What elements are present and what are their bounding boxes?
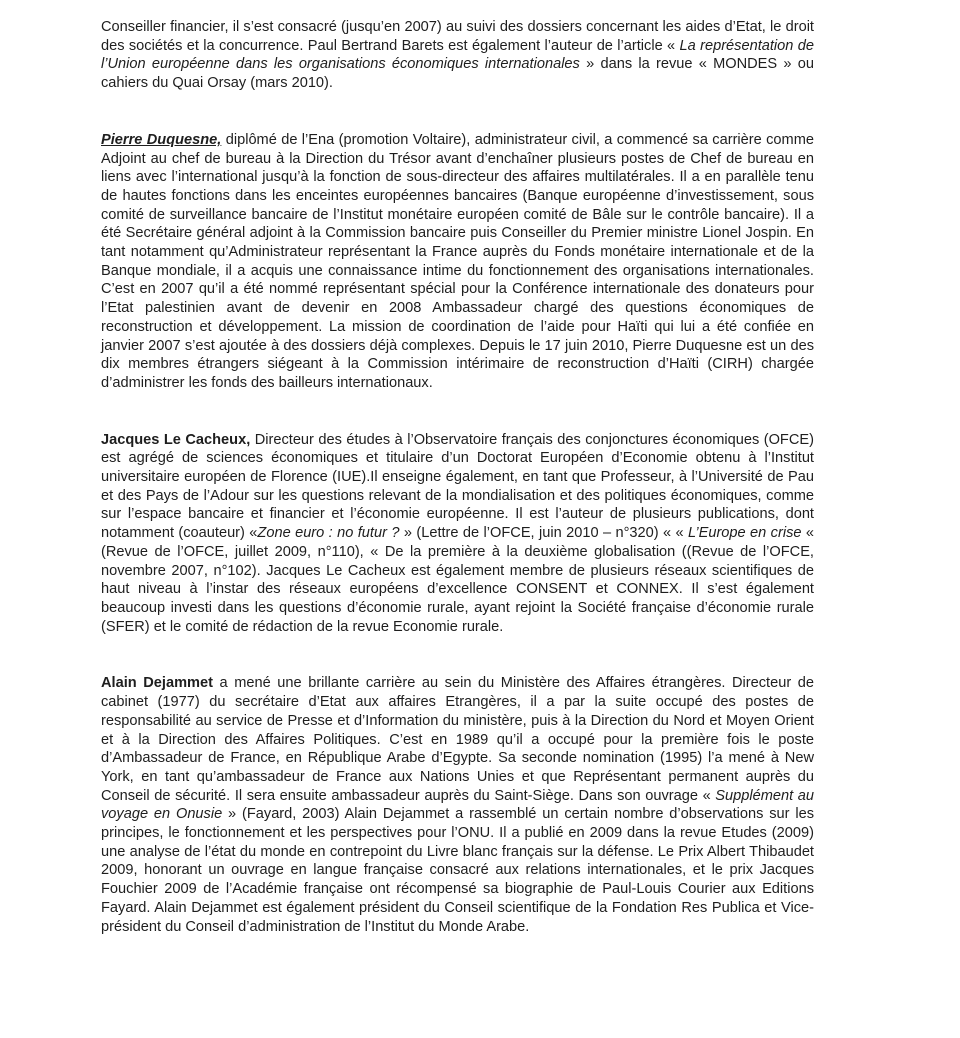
paragraph-text: diplômé de l’Ena (promotion Voltaire), administrateur civil, a commencé sa carrière comme Adjoint au chef de bureau à la Direction du Trésor avant d’enchaîner plusieurs postes de Chef de bureau en liens avec l’international jusqu’à la fonction de sous-directeur des affaires multilatérales. Il a en parallèle tenu de hautes fonctions dans les enceintes européennes bancaires (Banque européenne d’investissement, sous comité de surveillance bancaire de l’Institut monétaire européen comité de Bâle sur le contrôle bancaire). Il a été Secrétaire général adjoint à la Commission bancaire puis Conseiller du Premier ministre Lionel Jospin. En tant notamment qu’Administrateur représentant la France auprès du Fonds monétaire internationale et de la Banque mondiale, il a acquis une connaissance intime du fonctionnement des organisations internationales. C’est en 2007 qu’il a été nommé représentant spécial pour la Conférence internationale des donateurs pour l’Etat palestinien avant de devenir en 2008 Ambassadeur chargé des questions économiques de reconstruction et développement. La mission de coordination de l’aide pour Haïti qui lui a été confiée en janvier 2007 s’est ajoutée à des dossiers déjà complexes. Depuis le 17 juin 2010, Pierre Duquesne est un des dix membres étrangers siégeant à la Commission intérimaire de reconstruction d’Haïti (CIRH) chargée d’administrer les fonds des bailleurs internationaux. [101,131,814,391]
article-title: La représentation de l’Union européenne dans les organisations économiques internationales [101,37,814,73]
paragraph-text: a mené une brillante carrière au sein du Ministère des Affaires étrangères. Directeur de cabinet (1977) du secrétaire d’Etat aux affaires Etrangères, il a par la suite occupé des postes de responsabilité au service de Presse et d’Information du ministère, puis à la Direction du Nord et Moyen Orient et à la Direction des Affaires Politiques. C’est en 1989 qu’il a occupé pour la première fois le poste d’Ambassadeur de France, en République Arabe d’Egypte. Sa seconde nomination (1995) l’a mené à New York, en tant qu’ambassadeur de France aux Nations Unies et que Représentant permanent auprès du Conseil de sécurité. Il sera ensuite ambassadeur auprès du Saint-Siège. Dans son ouvrage « [101,675,814,804]
paragraph-text: » dans la revue « MONDES » ou cahiers du Quai Orsay (mars 2010). [101,56,814,92]
paragraph-le-cacheux [101,431,814,637]
paragraph-dejammet [101,674,814,936]
publication-title: Zone euro : no futur ? [257,525,400,542]
paragraph-text: » (Lettre de l’OFCE, juin 2010 – n°320) « « [399,525,689,542]
person-name: Pierre Duquesne, [101,131,222,148]
paragraph-text: « (Revue de l’OFCE, juillet 2009, n°110), « De la première à la deuxième globalisation ((Revue de l’OFCE, novembre 2007, n°102). Jacques Le Cacheux est également membre de plusieurs réseaux scientifiques de haut niveau à l’instar des réseaux européens d’excellence CONSENT et CONNEX. Il s’est également beaucoup investi dans les questions d’économie rurale, ayant rejoint la Société française d’économie rurale (SFER) et le comité de rédaction de la revue Economie rurale. [101,525,814,635]
book-title: Supplément au voyage en Onusie [101,787,814,823]
person-name: Alain Dejammet [101,675,213,692]
document-page [101,18,814,936]
person-name: Jacques Le Cacheux, [101,431,251,448]
paragraph-text: Directeur des études à l’Observatoire français des conjonctures économiques (OFCE) est agrégé de sciences économiques et titulaire d’un Doctorat Européen d’Economie obtenu à l’Institut universitaire européen de Florence (IUE).Il enseigne également, en tant que Professeur, à l’Université de Pau et des Pays de l’Adour sur les questions relevant de la mondialisation et des politiques économiques, comme sur l’espace bancaire et financier et l’économie européenne. Il est l’auteur de plusieurs publications, dont notamment (coauteur) « [101,431,814,542]
publication-title: L’Europe en crise [688,525,802,542]
paragraph-text: Conseiller financier, il s’est consacré (jusqu’en 2007) au suivi des dossiers concernant les aides d’Etat, le droit des sociétés et la concurrence. Paul Bertrand Barets est également l’auteur de l’article « [101,19,814,54]
paragraph-barets [101,18,814,93]
paragraph-duquesne [101,131,814,393]
paragraph-text: » (Fayard, 2003) Alain Dejammet a rassemblé un certain nombre d’observations sur les principes, le fonctionnement et les perspectives pour l’ONU. Il a publié en 2009 dans la revue Etudes (2009) une analyse de l’état du monde en contrepoint du Livre blanc français sur la défense. Le Prix Albert Thibaudet 2009, honorant un ouvrage en langue française consacré aux relations internationales, et le prix Jacques Fouchier 2009 de l’Académie française ont récompensé sa biographie de Paul-Louis Courier aux Editions Fayard. Alain Dejammet est également président du Conseil scientifique de la Fondation Res Publica et Vice-président du Conseil d’administration de l’Institut du Monde Arabe. [101,806,814,935]
